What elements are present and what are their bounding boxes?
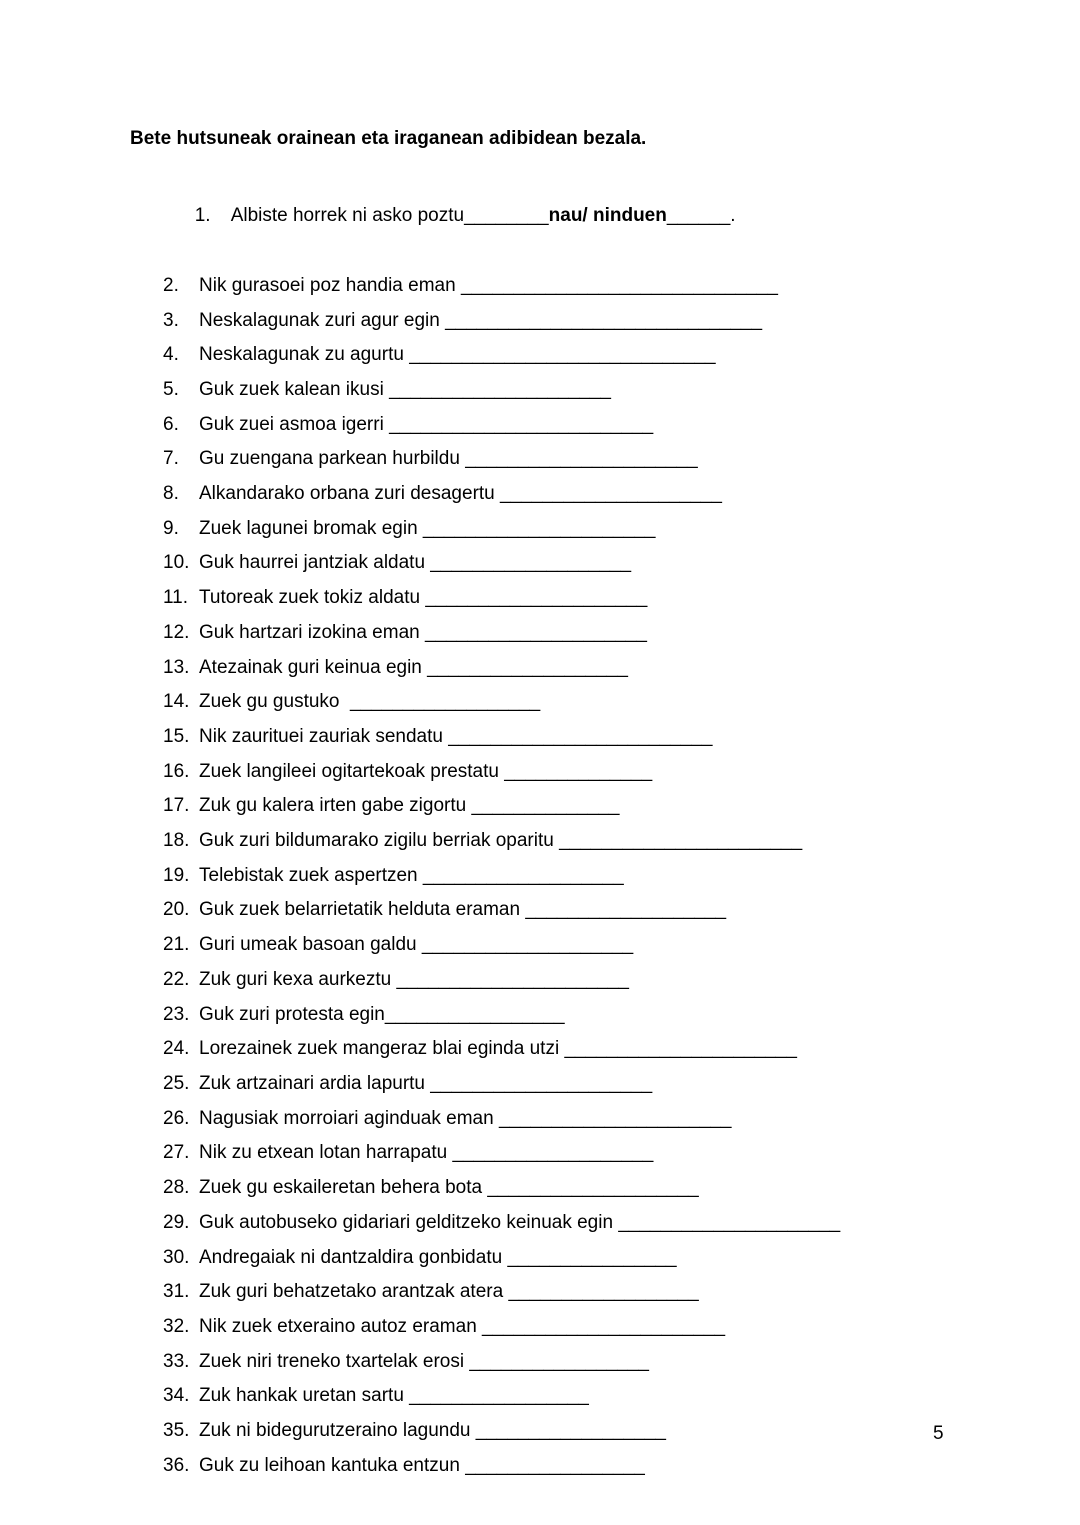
item-number: 19. xyxy=(163,864,190,886)
item-text: Zuk guri behatzetako arantzak atera xyxy=(199,1281,509,1303)
page-number: 5 xyxy=(933,1423,944,1444)
item-text: Nik zuek etxeraino autoz eraman xyxy=(199,1315,483,1337)
item-number: 23. xyxy=(163,1003,190,1025)
exercise-item xyxy=(163,1345,1020,1380)
exercise-item xyxy=(163,1310,1020,1345)
item-number: 20. xyxy=(163,899,190,921)
item-number: 3. xyxy=(163,309,179,331)
answer-blank: _______________________ xyxy=(559,830,803,852)
item-text: Zuek niri treneko txartelak erosi xyxy=(199,1350,470,1372)
exercise-item xyxy=(163,1275,1020,1310)
item-number: 17. xyxy=(163,795,190,817)
exercise-item xyxy=(163,616,1020,651)
item-text: Guri umeak basoan galdu xyxy=(199,934,422,956)
exercise-item xyxy=(163,963,1020,998)
answer-blank: ____________________ xyxy=(421,934,634,956)
item-text: Guk zu leihoan kantuka entzun xyxy=(199,1454,466,1476)
answer-blank: _____________________________ xyxy=(409,344,716,366)
answer-blank: ______________ xyxy=(471,795,620,817)
item-number: 7. xyxy=(163,448,179,470)
item-text: Atezainak guri keinua egin xyxy=(199,656,428,678)
exercise-item xyxy=(163,581,1020,616)
exercise-item xyxy=(163,546,1020,581)
item-number: 35. xyxy=(163,1420,190,1442)
item-text: Alkandarako orbana zuri desagertu xyxy=(199,483,501,505)
item-text: Zuk ni bidegurutzeraino lagundu xyxy=(199,1420,476,1442)
answer-blank: _____________________ xyxy=(500,483,722,505)
item-number: 36. xyxy=(163,1454,190,1476)
answer-blank: __________________ xyxy=(350,691,541,713)
exercise-item xyxy=(163,1067,1020,1102)
item-text: Guk haurrei jantziak aldatu xyxy=(199,552,431,574)
item-text-suffix: . xyxy=(730,205,736,227)
exercise-item xyxy=(163,720,1020,755)
item-text: Zuk guri kexa aurkeztu xyxy=(199,968,397,990)
item-text: Zuk artzainari ardia lapurtu xyxy=(199,1072,431,1094)
exercise-item xyxy=(163,755,1020,790)
answer-blank: _____________________ xyxy=(425,621,647,643)
answer-blank: ___________________ xyxy=(430,552,632,574)
item-number: 10. xyxy=(163,552,190,574)
item-text: Guk zuei asmoa igerri xyxy=(199,413,390,435)
item-text: Guk zuri bildumarako zigilu berriak oparitu xyxy=(199,830,560,852)
answer-blank: _________________ xyxy=(384,1003,565,1025)
exercise-item xyxy=(163,651,1020,686)
answer-blank: ___________________ xyxy=(525,899,727,921)
answer-blank: __________________ xyxy=(475,1420,666,1442)
item-text: Neskalagunak zu agurtu xyxy=(199,344,410,366)
item-number: 32. xyxy=(163,1315,190,1337)
exercise-item xyxy=(163,859,1020,894)
item-number: 28. xyxy=(163,1177,190,1199)
item-number: 8. xyxy=(163,483,179,505)
item-text: Guk zuek belarrietatik helduta eraman xyxy=(199,899,526,921)
item-number: 11. xyxy=(163,587,189,609)
item-text: Gu zuengana parkean hurbildu xyxy=(199,448,466,470)
example-answer: nau/ ninduen xyxy=(548,205,667,227)
exercise-item xyxy=(163,338,1020,373)
exercise-item xyxy=(163,269,1020,304)
exercise-item xyxy=(163,1379,1020,1414)
item-number: 30. xyxy=(163,1246,190,1268)
exercise-item xyxy=(163,1032,1020,1067)
item-number: 33. xyxy=(163,1350,190,1372)
exercise-item xyxy=(163,1241,1020,1276)
answer-blank: ______________________ xyxy=(498,1107,732,1129)
item-text: Lorezainek zuek mangeraz blai eginda utzi xyxy=(199,1038,565,1060)
answer-blank: ________________ xyxy=(507,1246,677,1268)
item-number: 26. xyxy=(163,1107,190,1129)
answer-blank: ___________________ xyxy=(452,1142,654,1164)
item-text: Zuek gu gustuko xyxy=(199,691,351,713)
answer-blank: ___________________ xyxy=(422,864,624,886)
answer-blank: ______________________ xyxy=(465,448,698,470)
item-number: 15. xyxy=(163,725,190,747)
item-number: 25. xyxy=(163,1072,190,1094)
item-number: 4. xyxy=(163,344,179,366)
exercise-rows xyxy=(163,269,1020,1484)
answer-blank: _____________________ xyxy=(425,587,648,609)
item-text: Zuek gu eskaileretan behera bota xyxy=(199,1177,488,1199)
exercise-item xyxy=(163,373,1020,408)
item-text: Nik zu etxean lotan harrapatu xyxy=(199,1142,453,1164)
exercise-item-example xyxy=(163,165,1020,269)
item-number: 5. xyxy=(163,378,179,400)
exercise-item xyxy=(163,304,1020,339)
exercise-item xyxy=(163,442,1020,477)
answer-blank: _________________ xyxy=(409,1385,589,1407)
answer-blank: _____________________ xyxy=(430,1072,653,1094)
answer-blank: ______________________ xyxy=(396,968,629,990)
exercise-item xyxy=(163,1449,1020,1484)
item-number: 31. xyxy=(163,1281,190,1303)
answer-blank: _______________________ xyxy=(482,1315,726,1337)
answer-blank: ________ xyxy=(464,205,549,227)
item-number: 14. xyxy=(163,691,190,713)
item-text: Guk zuek kalean ikusi xyxy=(199,378,390,400)
item-number: 21. xyxy=(163,934,190,956)
item-text: Zuk gu kalera irten gabe zigortu xyxy=(199,795,472,817)
answer-blank: ______________________________ xyxy=(460,274,778,296)
item-number: 1. xyxy=(194,205,211,227)
exercise-item xyxy=(163,512,1020,547)
item-number: 27. xyxy=(163,1142,190,1164)
exercise-item xyxy=(163,408,1020,443)
exercise-item xyxy=(163,1171,1020,1206)
item-text: Nik zaurituei zauriak sendatu xyxy=(199,725,449,747)
exercise-item xyxy=(163,685,1020,720)
item-number: 13. xyxy=(163,656,190,678)
item-text: Neskalagunak zuri agur egin xyxy=(199,309,446,331)
item-text: Albiste horrek ni asko poztu xyxy=(230,205,465,227)
item-number: 12. xyxy=(163,621,190,643)
item-text: Zuk hankak uretan sartu xyxy=(199,1385,410,1407)
item-number: 6. xyxy=(163,413,179,435)
item-text: Tutoreak zuek tokiz aldatu xyxy=(199,587,426,609)
answer-blank: _____________________ xyxy=(618,1211,841,1233)
answer-blank: _________________ xyxy=(469,1350,649,1372)
item-number: 9. xyxy=(163,517,179,539)
answer-blank: ______________________ xyxy=(422,517,656,539)
exercise-list xyxy=(163,165,1020,1484)
item-text: Zuek lagunei bromak egin xyxy=(199,517,423,539)
item-number: 2. xyxy=(163,274,179,296)
item-number: 24. xyxy=(163,1038,190,1060)
item-text: Telebistak zuek aspertzen xyxy=(199,864,423,886)
answer-blank: ______________________________ xyxy=(445,309,763,331)
answer-blank: __________________ xyxy=(508,1281,699,1303)
exercise-item xyxy=(163,998,1020,1033)
item-text: Nik gurasoei poz handia eman xyxy=(199,274,461,296)
exercise-item xyxy=(163,789,1020,824)
answer-blank: ____________________ xyxy=(487,1177,699,1199)
exercise-item xyxy=(163,1102,1020,1137)
exercise-item xyxy=(163,1206,1020,1241)
item-number: 34. xyxy=(163,1385,190,1407)
item-number: 29. xyxy=(163,1211,190,1233)
item-number: 22. xyxy=(163,968,190,990)
item-number: 16. xyxy=(163,760,190,782)
answer-blank: ______________________ xyxy=(564,1038,797,1060)
exercise-item xyxy=(163,477,1020,512)
answer-blank: ___________________ xyxy=(427,656,628,678)
item-text: Guk autobuseko gidariari gelditzeko keinuak egin xyxy=(199,1211,619,1233)
answer-blank: _________________ xyxy=(465,1454,645,1476)
exercise-item xyxy=(163,893,1020,928)
item-text: Guk zuri protesta egin xyxy=(199,1003,385,1025)
answer-blank: ______ xyxy=(666,205,731,227)
answer-blank: _________________________ xyxy=(389,413,654,435)
item-text: Zuek langileei ogitartekoak prestatu xyxy=(199,760,505,782)
answer-blank: ______________ xyxy=(504,760,653,782)
item-text: Guk hartzari izokina eman xyxy=(199,621,425,643)
exercise-item xyxy=(163,824,1020,859)
item-number: 18. xyxy=(163,830,190,852)
answer-blank: _____________________ xyxy=(389,378,611,400)
exercise-item xyxy=(163,1414,1020,1449)
exercise-item xyxy=(163,928,1020,963)
worksheet-title: Bete hutsuneak orainean eta iraganean adibidean bezala. xyxy=(130,128,647,149)
item-text: Nagusiak morroiari aginduak eman xyxy=(199,1107,499,1129)
exercise-item xyxy=(163,1136,1020,1171)
item-text: Andregaiak ni dantzaldira gonbidatu xyxy=(199,1246,508,1268)
answer-blank: _________________________ xyxy=(448,725,713,747)
